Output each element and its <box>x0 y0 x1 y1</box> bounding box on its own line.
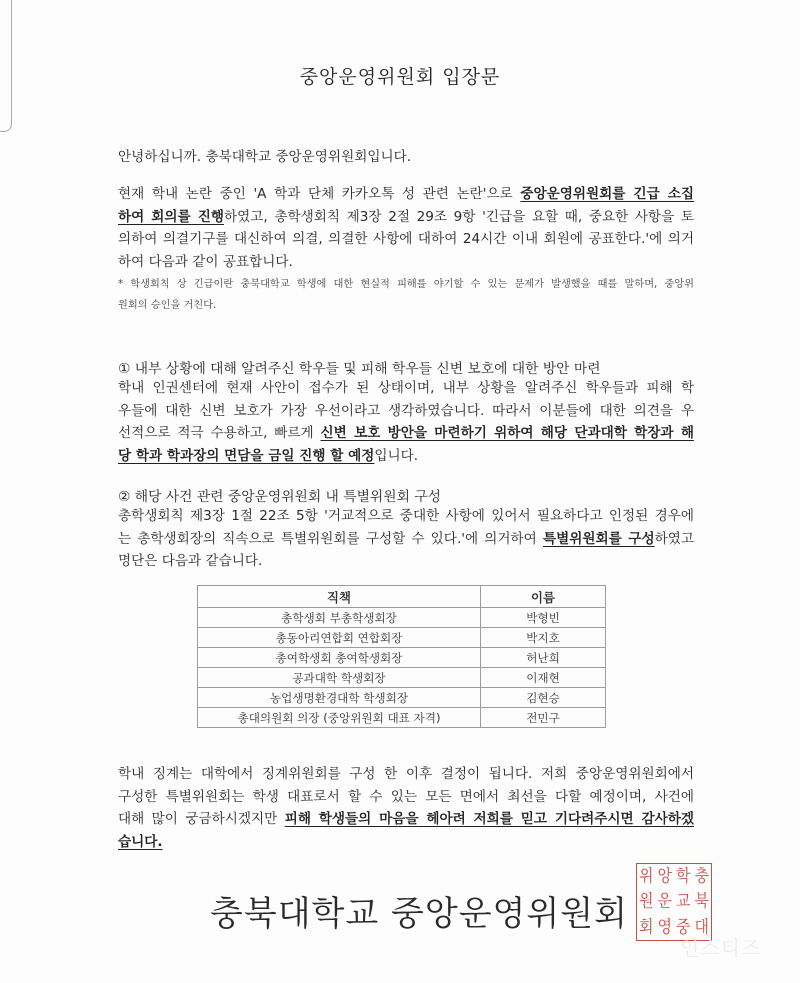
table-row <box>198 648 606 668</box>
text-line <box>118 831 694 854</box>
stamp-character: 대 <box>694 916 709 938</box>
underlined-emphasis: 피해 학생들의 마음을 헤아려 저희를 믿고 기다려주시면 감사하겠 <box>284 811 694 827</box>
name-cell: 전민구 <box>481 708 606 728</box>
text-line: 현재 학내 논란 중인 'A 학과 단체 카카오톡 성 관련 논란'으로 중앙운영위원회를 긴급 소집 <box>118 186 694 202</box>
stamp-character: 원 <box>639 891 654 912</box>
text-line: 하여 회의를 진행하였고, 총학생회칙 제3장 2절 29조 9항 '긴급을 요할 때, 중요한 사항을 토 <box>118 208 694 225</box>
stamp-character: 위 <box>639 865 654 887</box>
text-line: 대해 많이 궁금하시겠지만 피해 학생들의 마음을 헤아려 저희를 믿고 기다려주시면 감사하겠 <box>118 811 694 827</box>
name-cell: 박지호 <box>481 628 606 648</box>
position-cell: 농업생명환경대학 학생회장 <box>198 688 481 708</box>
name-cell: 이재현 <box>481 668 606 688</box>
table-header-row <box>198 586 606 608</box>
note-line: * 학생회칙 상 긴급이란 충북대학교 학생에 대한 현실적 피해를 야기할 수 있는 문제가 발생했을 때를 말하며, 중앙위 <box>118 279 694 290</box>
stamp-character: 영 <box>657 916 672 938</box>
table-row <box>198 608 606 628</box>
note-line: 원회의 승인을 거친다. <box>118 300 217 311</box>
underlined-emphasis: 하여 회의를 진행 <box>118 208 225 225</box>
text-line: 는 총학생회장의 직속으로 특별위원회를 구성할 수 있다.'에 의거하여 특별위원회를 구성하였고 <box>118 530 694 547</box>
position-cell: 총여학생회 총여학생회장 <box>198 648 481 668</box>
emergency-note <box>118 274 694 316</box>
stamp-character: 회 <box>639 916 654 938</box>
underlined-emphasis: 당 학과 학과장의 면담을 금일 진행 할 예정 <box>118 447 375 464</box>
greeting-text: 안녕하십니까. 충북대학교 중앙운영위원회입니다. <box>118 149 412 165</box>
committee-table <box>197 585 606 728</box>
document-title: 중앙운영위원회 입장문 <box>299 66 501 88</box>
table-row <box>198 708 606 728</box>
stamp-character: 앙 <box>657 865 672 887</box>
stamp-character: 중 <box>676 916 691 938</box>
text-line: 하여 다음과 같이 공표합니다. <box>118 253 293 270</box>
stamp-character: 학 <box>676 865 691 887</box>
stamp-character: 충 <box>694 865 709 887</box>
stamp-character: 북 <box>694 891 709 912</box>
position-cell: 총대의원회 의장 (중앙위원회 대표 자격) <box>198 708 481 728</box>
text-line: 우들에 대한 신변 보호가 가장 우선이라고 생각하였습니다. 따라서 이분들에 대한 의견을 우 <box>118 402 694 419</box>
section2-heading: ② 해당 사건 관련 중앙운영위원회 내 특별위원회 구성 <box>118 489 441 505</box>
section2-paragraph <box>118 505 694 573</box>
intro-paragraph <box>118 183 694 273</box>
header-position: 직책 <box>198 586 481 608</box>
signature: 충북대학교 중앙운영위원회 <box>210 894 628 934</box>
underlined-emphasis: 습니다. <box>118 833 163 850</box>
stamp-character: 운 <box>657 891 672 912</box>
text-line: 당 학과 학과장의 면담을 금일 진행 할 예정입니다. <box>118 447 419 464</box>
underlined-emphasis: 중앙운영위원회를 긴급 소집 <box>520 186 694 202</box>
underlined-emphasis: 신변 보호 방안을 마련하기 위하여 해당 단과대학 학장과 해 <box>320 425 694 441</box>
table-row <box>198 688 606 708</box>
position-cell: 총학생회 부총학생회장 <box>198 608 481 628</box>
greeting <box>118 146 694 169</box>
text-line: 학내 징계는 대학에서 징계위원회를 구성 한 이후 결정이 됩니다. 저희 중앙운영위원회에서 <box>118 766 694 782</box>
text-line: 학내 인권센터에 현재 사안이 접수가 된 상태이며, 내부 상황을 알려주신 학우들과 피해 학 <box>118 380 694 396</box>
position-cell: 총동아리연합회 연합회장 <box>198 628 481 648</box>
table-row <box>198 668 606 688</box>
text-line: 총학생회칙 제3장 1절 22조 5항 '거교적으로 중대한 사항에 있어서 필요하다고 인정된 경우에 <box>118 508 694 524</box>
section1-paragraph <box>118 377 694 467</box>
header-name: 이름 <box>481 586 606 608</box>
text-line: 선적으로 적극 수용하고, 빠르게 신변 보호 방안을 마련하기 위하여 해당 단과대학 학장과 해 <box>118 425 694 441</box>
position-cell: 공과대학 학생회장 <box>198 668 481 688</box>
official-seal-stamp <box>636 863 712 941</box>
watermark: 인스티즈 <box>680 936 762 960</box>
table-row <box>198 628 606 648</box>
closing-paragraph <box>118 763 694 853</box>
name-cell: 김현승 <box>481 688 606 708</box>
section1-heading: ① 내부 상황에 대해 알려주신 학우들 및 피해 학우들 신변 보호에 대한 방안 마련 <box>118 361 601 377</box>
underlined-emphasis: 특별위원회를 구성 <box>542 530 655 547</box>
text-line: 의하여 의결기구를 대신하여 의결, 의결한 사항에 대하여 24시간 이내 회원에 공표한다.'에 의거 <box>118 231 694 247</box>
name-cell: 허난희 <box>481 648 606 668</box>
stamp-character: 교 <box>676 891 691 912</box>
name-cell: 박형빈 <box>481 608 606 628</box>
text-line: 구성한 특별위원회는 학생 대표로서 할 수 있는 모든 면에서 최선을 다할 예정이며, 사건에 <box>118 788 694 805</box>
text-line: 명단은 다음과 같습니다. <box>118 553 263 569</box>
